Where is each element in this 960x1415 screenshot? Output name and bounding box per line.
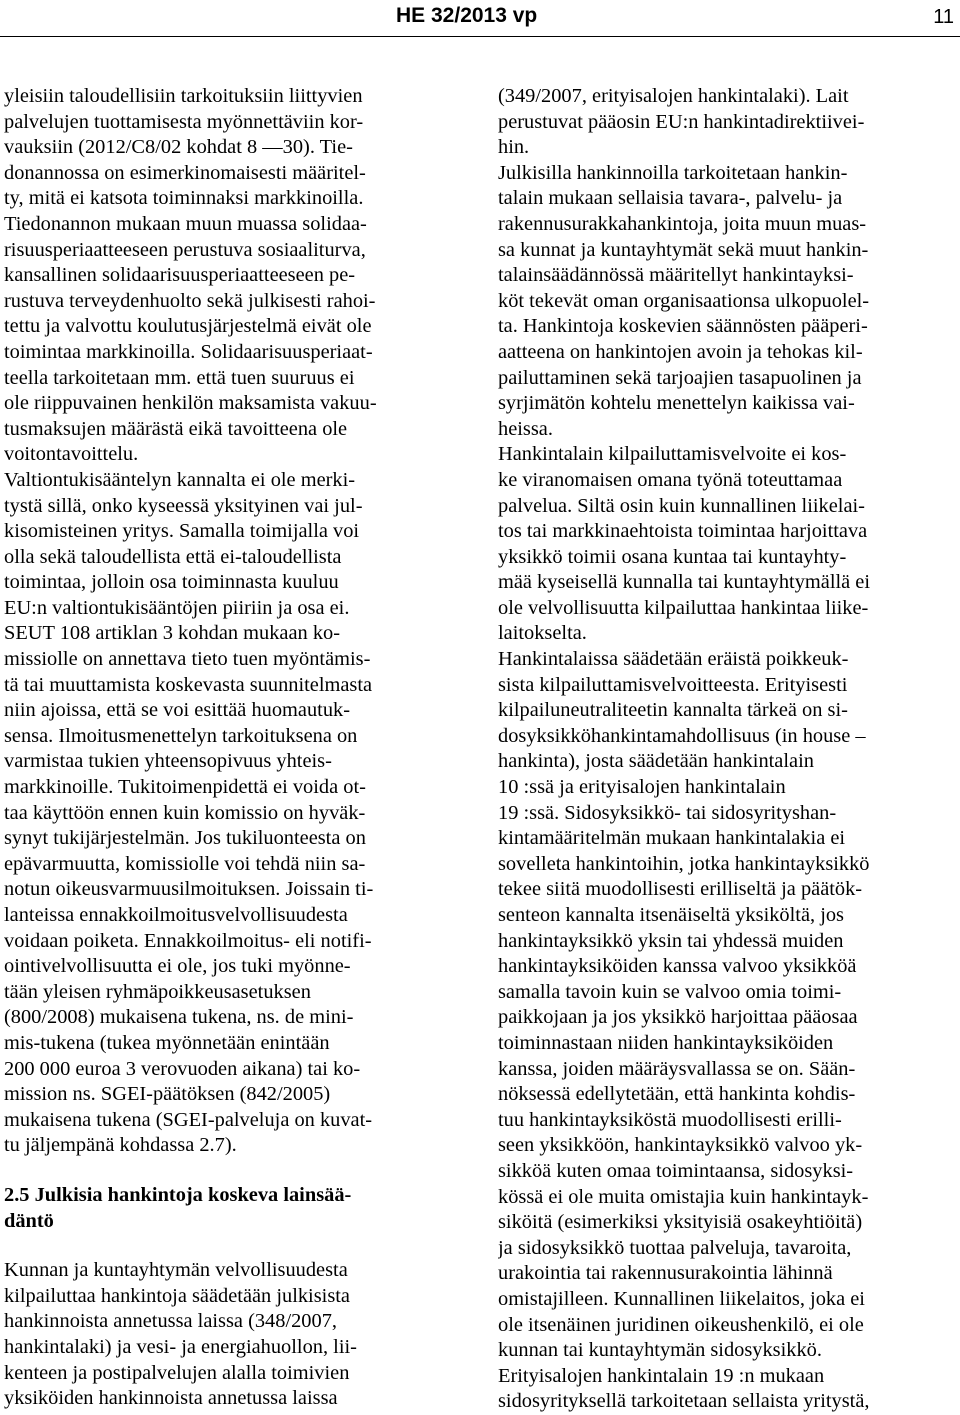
text-line: Kunnan ja kuntayhtymän velvollisuudesta — [4, 1259, 348, 1282]
text-line: sikköä kuten omaa toimintaansa, sidosyksi- — [498, 1159, 854, 1182]
text-line: tusmaksujen määrästä eikä tavoitteena ole — [4, 417, 348, 440]
text-line: markkinoille. Tukitoimenpidettä ei voida ot- — [4, 776, 366, 799]
text-line: teella tarkoitetaan mm. että tuen suuruus ei — [4, 366, 355, 389]
text-line: toiminnastaan niiden hankintayksiköiden — [498, 1031, 834, 1054]
text-line: kilpailuttaa hankintoja säädetään julkisista — [4, 1284, 350, 1307]
text-line: Hankintalain kilpailuttamisvelvoite ei kos- — [498, 443, 847, 466]
text-line: ole itsenäinen juridinen oikeushenkilö, ei ole — [498, 1313, 864, 1336]
text-line: sovelleta hankintoihin, jotka hankintayksikkö — [498, 852, 870, 875]
text-line: 19 :ssä. Sidosyksikkö- tai sidosyrityshan- — [498, 801, 837, 824]
text-line: kilpailuneutraliteetin kannalta tärkeä on si- — [498, 699, 848, 722]
text-line: ty, mitä ei katsota toiminnaksi markkinoilla. — [4, 187, 364, 210]
text-line: kisomisteinen yritys. Samalla toimijalla voi — [4, 520, 360, 543]
text-line: paikkojaan ja jos yksikkö harjoittaa pääosaa — [498, 1006, 858, 1029]
text-line: epävarmuutta, komissiolle voi tehdä niin sa- — [4, 852, 366, 875]
text-line: senteon kannalta itsenäiseltä yksiköltä, jos — [498, 904, 844, 926]
text-line: pailuttaminen sekä tarjoajien tasapuolinen ja — [498, 366, 862, 389]
text-line: toimintaa markkinoilla. Solidaarisuusperiaat- — [4, 340, 373, 363]
text-line: kenteen ja postipalvelujen alalla toimivien — [4, 1361, 350, 1384]
right-text-block — [498, 84, 958, 1415]
text-line: ole velvollisuutta kilpailuttaa hankintaa liike- — [498, 596, 869, 619]
text-line: seen yksikköön, hankintayksikkö valvoo yk- — [498, 1134, 863, 1157]
text-line: laitokselta. — [498, 622, 587, 645]
text-line: Valtiontukisääntelyn kannalta ei ole merki- — [4, 468, 356, 491]
text-line: 2.5 Julkisia hankintoja koskeva lainsää- — [4, 1183, 352, 1206]
text-line: palvelua. Siltä osin kuin kunnallinen liikelai- — [498, 494, 865, 517]
text-line: yksikkö toimii osana kuntaa tai kuntayhty- — [498, 545, 847, 568]
text-line: tä tai muuttamista koskevasta suunnitelmasta — [4, 673, 373, 696]
text-line: kunnan tai kuntayhtymän sidosyksikkö. — [498, 1339, 822, 1362]
text-line: risuusperiaatteeseen perustuva sosiaaliturva, — [4, 238, 366, 261]
text-line: urakointia tai rakennusurakointia lähinnä — [498, 1262, 833, 1285]
text-line: hankintayksikkö yksin tai yhdessä muiden — [498, 929, 844, 952]
text-line: tekee siitä muodollisesti erilliseltä ja päätök- — [498, 878, 863, 901]
text-line: hankinta), josta säädetään hankintalain — [498, 750, 814, 773]
text-line: hankintayksiköiden kanssa valvoo yksikköä — [498, 955, 857, 978]
text-line: SEUT 108 artiklan 3 kohdan mukaan ko- — [4, 622, 341, 645]
text-line: kintamääritelmän mukaan hankintalakia ei — [498, 827, 846, 850]
text-line: varmistaa tukien yhteensopivuus yhteis- — [4, 750, 332, 773]
text-line: voitontavoittelu. — [4, 443, 139, 466]
text-line: tettu ja valvottu koulutusjärjestelmä eivät ole — [4, 315, 372, 338]
text-line: perustuvat pääosin EU:n hankintadirektiivei- — [498, 110, 865, 133]
text-line: taa käyttöön ennen kuin komissio on hyväk- — [4, 801, 366, 824]
text-line: hankinnoista annetussa laissa (348/2007, — [4, 1310, 337, 1333]
text-line: hankintalaki) ja vesi- ja energiahuollon, lii- — [4, 1335, 357, 1358]
text-line: kanssa, joiden määräysvallassa se on. Sään- — [498, 1057, 856, 1080]
text-line: Hankintalaissa säädetään eräistä poikkeuk- — [498, 648, 849, 671]
text-line: EU:n valtiontukisääntöjen piiriin ja osa ei. — [4, 596, 350, 619]
text-line: mää kyseisellä kunnalla tai kuntayhtymällä ei — [498, 571, 871, 594]
text-line: tuu hankintayksiköstä muodollisesti erilli- — [498, 1108, 842, 1131]
text-line: sa kunnat ja kuntayhtymät sekä muut hankin- — [498, 238, 869, 261]
text-line: tään yleisen ryhmäpoikkeusasetuksen — [4, 980, 311, 1003]
text-line: talainsäädännössä määritellyt hankintayksi- — [498, 264, 854, 287]
text-line: palvelujen tuottamisesta myönnettäviin kor- — [4, 110, 364, 133]
section-heading — [4, 1183, 464, 1234]
text-line: lanteissa ennakkoilmoitusvelvollisuudesta — [4, 904, 348, 926]
text-line: yleisiin taloudellisiin tarkoituksiin liittyvien — [4, 85, 363, 107]
text-line: olla sekä taloudellista että ei-taloudellista — [4, 545, 342, 568]
text-line: ointivelvollisuutta ei ole, jos tuki myönne- — [4, 955, 351, 978]
text-line: mukaisena tukena (SGEI-palveluja on kuvat- — [4, 1108, 373, 1131]
text-line: tu jäljempänä kohdassa 2.7). — [4, 1134, 237, 1157]
page-header — [0, 0, 960, 37]
text-line: kansallinen solidaarisuusperiaatteeseen pe- — [4, 264, 356, 287]
right-column — [498, 84, 958, 1415]
text-line: yksiköiden hankinnoista annetussa laissa — [4, 1387, 338, 1410]
text-line: hin. — [498, 136, 530, 159]
text-line: mission ns. SGEI-päätöksen (842/2005) — [4, 1083, 331, 1106]
text-line: nöksessä edellytetään, että hankinta kohdis- — [498, 1083, 856, 1106]
text-line: heissa. — [498, 417, 553, 440]
text-line: missiolle on annettava tieto tuen myöntämis- — [4, 648, 371, 671]
text-line: siköitä (esimerkiksi yksityisiä osakeyhtiöitä) — [498, 1211, 863, 1234]
document-id: HE 32/2013 vp — [396, 4, 538, 27]
text-line: dosyksikköhankintamahdollisuus (in house – — [498, 724, 866, 747]
text-line: mis-tukena (tukea myönnetään enintään — [4, 1031, 330, 1054]
text-line: samalla tavoin kuin se valvoo omia toimi- — [498, 980, 842, 1003]
page-number: 11 — [933, 6, 954, 28]
text-line: omistajilleen. Kunnallinen liikelaitos, joka ei — [498, 1287, 865, 1310]
text-line: rustuva terveydenhuolto sekä julkisesti rahoi- — [4, 289, 376, 312]
text-line: niin ajoissa, että se voi esittää huomautuk- — [4, 699, 350, 722]
text-line: sista kilpailuttamisvelvoitteesta. Erityisesti — [498, 673, 848, 696]
text-line: sensa. Ilmoitusmenettelyn tarkoituksena on — [4, 724, 358, 747]
text-line: ole riippuvainen henkilön maksamista vakuu- — [4, 392, 377, 415]
left-text-block — [4, 84, 464, 1159]
text-line: vauksiin (2012/C8/02 kohdat 8 —30). Tie- — [4, 136, 353, 159]
text-line: voidaan poiketa. Ennakkoilmoitus- eli notifi- — [4, 929, 372, 952]
text-line: toimintaa, jolloin osa toiminnasta kuuluu — [4, 571, 339, 594]
left-text-block-2 — [4, 1258, 464, 1412]
text-line: (349/2007, erityisalojen hankintalaki). Lait — [498, 85, 849, 107]
text-line: aatteena on hankintojen avoin ja tehokas kil- — [498, 340, 863, 363]
text-line: talain mukaan sellaisia tavara-, palvelu- ja — [498, 187, 843, 210]
text-line: Julkisilla hankinnoilla tarkoitetaan hankin- — [498, 161, 848, 184]
text-line: däntö — [4, 1209, 54, 1232]
text-line: sidosyrityksellä tarkoitetaan sellaista yritystä, — [498, 1390, 870, 1413]
text-line: notun oikeusvarmuusilmoituksen. Joissain ti- — [4, 878, 374, 901]
text-line: syrjimätön kohtelu menettelyn kaikissa vai- — [498, 392, 855, 415]
text-line: Tiedonannon mukaan muun muassa solidaa- — [4, 212, 367, 235]
text-line: 200 000 euroa 3 verovuoden aikana) tai ko- — [4, 1057, 361, 1080]
text-line: donannossa on esimerkinomaisesti määritel- — [4, 161, 366, 184]
text-line: 10 :ssä ja erityisalojen hankintalain — [498, 776, 786, 799]
text-line: synyt tukijärjestelmän. Jos tukiluonteesta on — [4, 827, 366, 850]
text-line: rakennusurakkahankintoja, joita muun muas- — [498, 212, 867, 235]
text-line: ta. Hankintoja koskevien säännösten pääperi- — [498, 315, 868, 338]
text-line: tos tai markkinaehtoista toimintaa harjoittava — [498, 520, 868, 543]
text-line: ke viranomaisen omana työnä toteuttamaa — [498, 468, 843, 491]
left-column — [4, 84, 464, 1412]
text-line: Erityisalojen hankintalain 19 :n mukaan — [498, 1364, 825, 1387]
text-line: kössä ei ole muita omistajia kuin hankintayk- — [498, 1185, 869, 1208]
text-line: köt tekevät oman organisaationsa ulkopuolel- — [498, 289, 870, 312]
text-line: (800/2008) mukaisena tukena, ns. de mini- — [4, 1006, 354, 1029]
text-line: tystä sillä, onko kyseessä yksityinen vai jul- — [4, 494, 363, 517]
text-line: ja sidosyksikkö tuottaa palveluja, tavaroita, — [498, 1236, 852, 1259]
